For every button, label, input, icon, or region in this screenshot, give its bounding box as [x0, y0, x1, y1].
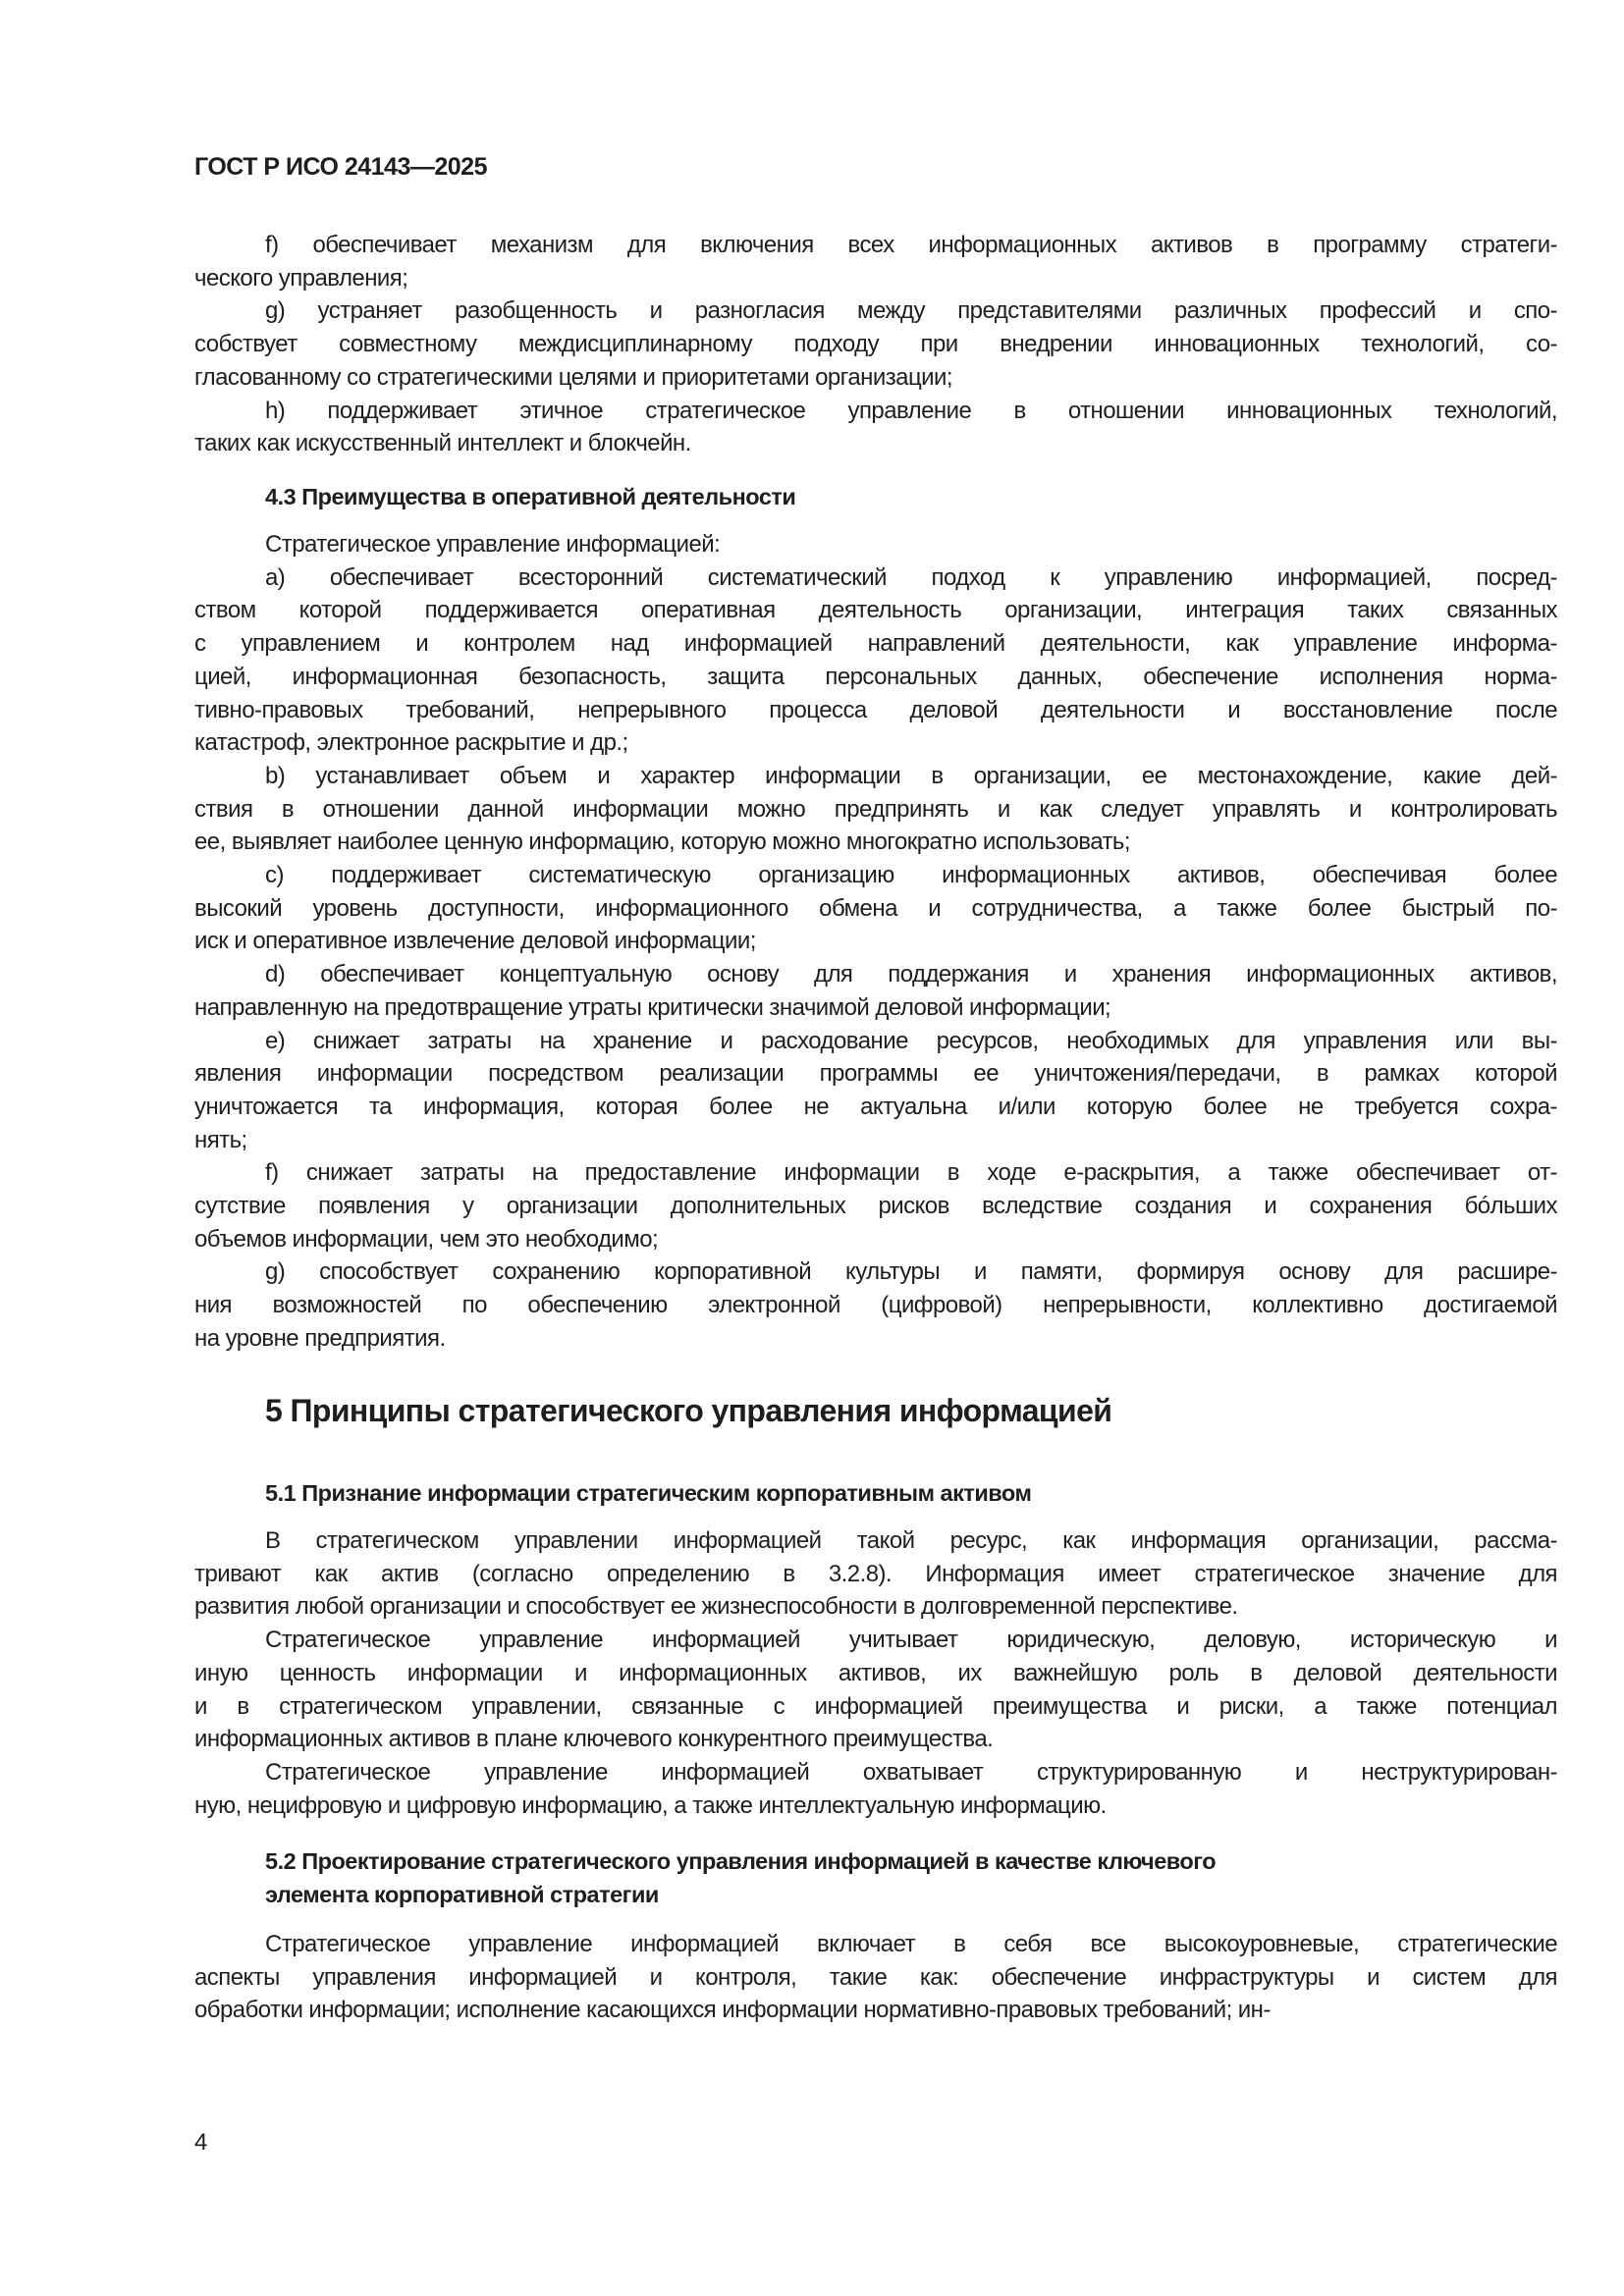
text-line: аспекты управления информацией и контроля, такие как: обеспечение инфраструктуры и систем для [194, 1963, 1557, 1991]
paragraph [194, 528, 1557, 561]
list-4-2-continued [194, 229, 1557, 460]
paragraph [194, 760, 1557, 859]
text-line: цией, информационная безопасность, защита персональных данных, обеспечение исполнения норма- [194, 663, 1557, 690]
text-line: Стратегическое управление информацией учитывает юридическую, деловую, историческую и [265, 1627, 1557, 1654]
text-line: нять; [194, 1126, 247, 1153]
paragraph [194, 859, 1557, 958]
text-line: Стратегическое управление информацией включает в себя все высокоуровневые, стратегические [265, 1931, 1557, 1957]
section-5-1-body [194, 1524, 1557, 1822]
text-line: собствует совместному междисциплинарному подходу при внедрении инновационных технологий, со- [194, 331, 1557, 358]
paragraph [194, 294, 1557, 394]
section-4-3-body [194, 528, 1557, 1356]
text-line: ствия в отношении данной информации можно предпринять и как следует управлять и контролировать [194, 795, 1557, 823]
text-line: сутствие появления у организации дополнительных рисков вследствие создания и сохранения бóльших [194, 1193, 1557, 1220]
paragraph [194, 1025, 1557, 1157]
text-line: e) снижает затраты на хранение и расходование ресурсов, необходимых для управления или вы- [265, 1027, 1557, 1054]
text-line: развития любой организации и способствует ее жизнеспособности в долговременной перспективе. [194, 1593, 1238, 1621]
paragraph [194, 958, 1557, 1024]
section-heading-5-1: 5.1 Признание информации стратегическим корпоративным активом [265, 1480, 1032, 1506]
text-line: явления информации посредством реализации программы ее уничтожения/передачи, в рамках которой [194, 1060, 1557, 1088]
section-5-2-body [194, 1928, 1557, 2027]
text-line: ческого управления; [194, 264, 408, 292]
text-line: ее, выявляет наиболее ценную информацию, которую можно многократно использовать; [194, 828, 1131, 856]
text-line: информационных активов в плане ключевого конкурентного преимущества. [194, 1726, 994, 1753]
paragraph [194, 1255, 1557, 1355]
text-line: d) обеспечивает концептуальную основу для поддержания и хранения информационных активов, [265, 961, 1557, 988]
text-line: ную, нецифровую и цифровую информацию, а также интеллектуальную информацию. [194, 1791, 1107, 1819]
paragraph [194, 1756, 1557, 1822]
text-line: h) поддерживает этичное стратегическое управление в отношении инновационных технологий, [265, 397, 1557, 424]
text-line: В стратегическом управлении информацией такой ресурс, как информация организации, рассма- [265, 1527, 1557, 1554]
heading-line: элемента корпоративной стратегии [265, 1881, 659, 1907]
text-line: Стратегическое управление информацией охватывает структурированную и неструктурирован- [265, 1758, 1557, 1786]
text-line: f) обеспечивает механизм для включения всех информационных активов в программу стратеги- [265, 232, 1557, 258]
text-line: a) обеспечивает всесторонний систематический подход к управлению информацией, посред- [265, 563, 1557, 591]
section-heading-5: 5 Принципы стратегического управления информацией [265, 1393, 1112, 1428]
text-line: и в стратегическом управлении, связанные с информацией преимущества и риски, а также потенциал [194, 1692, 1557, 1720]
paragraph [194, 1156, 1557, 1255]
text-line: g) способствует сохранению корпоративной культуры и памяти, формируя основу для расшире- [265, 1258, 1557, 1286]
heading-line: 5.2 Проектирование стратегического управления информацией в качестве ключевого [265, 1848, 1217, 1874]
text-line: иную ценность информации и информационных активов, их важнейшую роль в деловой деятельности [194, 1659, 1557, 1686]
paragraph [194, 395, 1557, 460]
text-line: на уровне предприятия. [194, 1324, 446, 1352]
text-line: гласованному со стратегическими целями и приоритетами организации; [194, 363, 952, 391]
page-number: 4 [194, 2129, 208, 2156]
section-heading-4-3: 4.3 Преимущества в оперативной деятельности [265, 484, 796, 509]
text-line: катастроф, электронное раскрытие и др.; [194, 729, 628, 757]
document-header: ГОСТ Р ИСО 24143—2025 [194, 153, 487, 181]
text-line: f) снижает затраты на предоставление информации в ходе e-раскрытия, а также обеспечивает от- [265, 1159, 1557, 1187]
text-line: ния возможностей по обеспечению электронной (цифровой) непрерывности, коллективно достигаемой [194, 1292, 1557, 1319]
text-line: g) устраняет разобщенность и разногласия между представителями различных профессий и спо- [265, 297, 1557, 325]
section-heading-5-2 [194, 1845, 1557, 1911]
text-line: ством которой поддерживается оперативная деятельность организации, интеграция таких связанных [194, 597, 1557, 624]
paragraph [194, 229, 1557, 294]
paragraph [194, 1624, 1557, 1756]
text-line: направленную на предотвращение утраты критически значимой деловой информации; [194, 993, 1111, 1021]
text-line: иск и оперативное извлечение деловой информации; [194, 928, 756, 955]
text-line: c) поддерживает систематическую организацию информационных активов, обеспечивая более [265, 862, 1557, 889]
text-line: тривают как актив (согласно определению в 3.2.8). Информация имеет стратегическое значение для [194, 1560, 1557, 1587]
text-line: b) устанавливает объем и характер информации в организации, ее местонахождение, какие дей- [265, 762, 1557, 789]
text-line: обработки информации; исполнение касающихся информации нормативно-правовых требований; ин- [194, 1997, 1271, 2024]
text-line: уничтожается та информация, которая более не актуальна и/или которую более не требуется сохра- [194, 1093, 1557, 1120]
paragraph [194, 1928, 1557, 2027]
text-line: объемов информации, чем это необходимо; [194, 1225, 659, 1253]
text-line: Стратегическое управление информацией: [265, 531, 721, 558]
text-line: тивно-правовых требований, непрерывного процесса деловой деятельности и восстановление после [194, 696, 1557, 723]
text-line: с управлением и контролем над информацией направлений деятельности, как управление информа- [194, 630, 1557, 658]
text-line: высокий уровень доступности, информационного обмена и сотрудничества, а также более быстрый по- [194, 894, 1557, 922]
paragraph [194, 1524, 1557, 1624]
text-line: таких как искусственный интеллект и блокчейн. [194, 430, 691, 457]
paragraph [194, 561, 1557, 760]
